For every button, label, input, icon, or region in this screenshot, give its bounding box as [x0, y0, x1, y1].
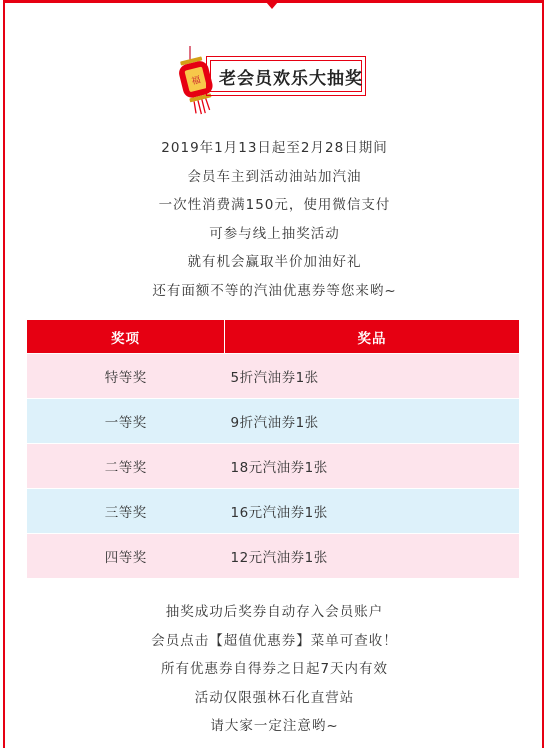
table-row: [27, 354, 519, 399]
note-line: 会员点击【超值优惠券】菜单可查收！: [151, 632, 398, 649]
intro-line: 会员车主到活动油站加汽油: [187, 168, 362, 185]
prize-reward: 5折汽油券1张: [225, 354, 520, 399]
prize-reward: 18元汽油券1张: [225, 444, 520, 489]
table-row: [27, 399, 519, 444]
intro-line: 可参与线上抽奖活动: [209, 225, 340, 242]
table-row: [27, 444, 519, 489]
intro-line: 还有面额不等的汽油优惠券等您来哟~: [152, 282, 397, 299]
prize-level: 二等奖: [27, 444, 225, 489]
note-line: 活动仅限强林石化直营站: [194, 689, 355, 706]
note-line: 抽奖成功后奖券自动存入会员账户: [165, 604, 384, 620]
header-level: 奖项: [27, 320, 225, 354]
intro-line: 2019年1月13日起至2月28日期间: [161, 140, 388, 156]
prize-level: 一等奖: [27, 399, 225, 444]
note-line: 所有优惠券自得券之日起7天内有效: [160, 661, 389, 677]
svg-text:福: 福: [190, 75, 202, 88]
intro-text: [0, 134, 549, 305]
intro-line: 一次性消费满150元，使用微信支付: [158, 197, 391, 213]
intro-line: 就有机会赢取半价加油好礼: [187, 254, 362, 270]
table-row: [27, 534, 519, 579]
table-row: [27, 489, 519, 534]
title-box: [206, 56, 366, 96]
page-title: 老会员欢乐大抽奖: [219, 68, 363, 89]
title-banner: [176, 46, 372, 116]
prize-level: 特等奖: [27, 354, 225, 399]
notes-text: [0, 598, 549, 741]
header-reward: 奖品: [225, 320, 520, 354]
prize-table: [27, 320, 519, 578]
prize-reward: 9折汽油券1张: [225, 399, 520, 444]
prize-level: 四等奖: [27, 534, 225, 579]
prize-reward: 12元汽油券1张: [225, 534, 520, 579]
note-line: 请大家一定注意哟~: [210, 718, 339, 734]
table-header-row: [27, 320, 519, 354]
prize-reward: 16元汽油券1张: [225, 489, 520, 534]
prize-level: 三等奖: [27, 489, 225, 534]
